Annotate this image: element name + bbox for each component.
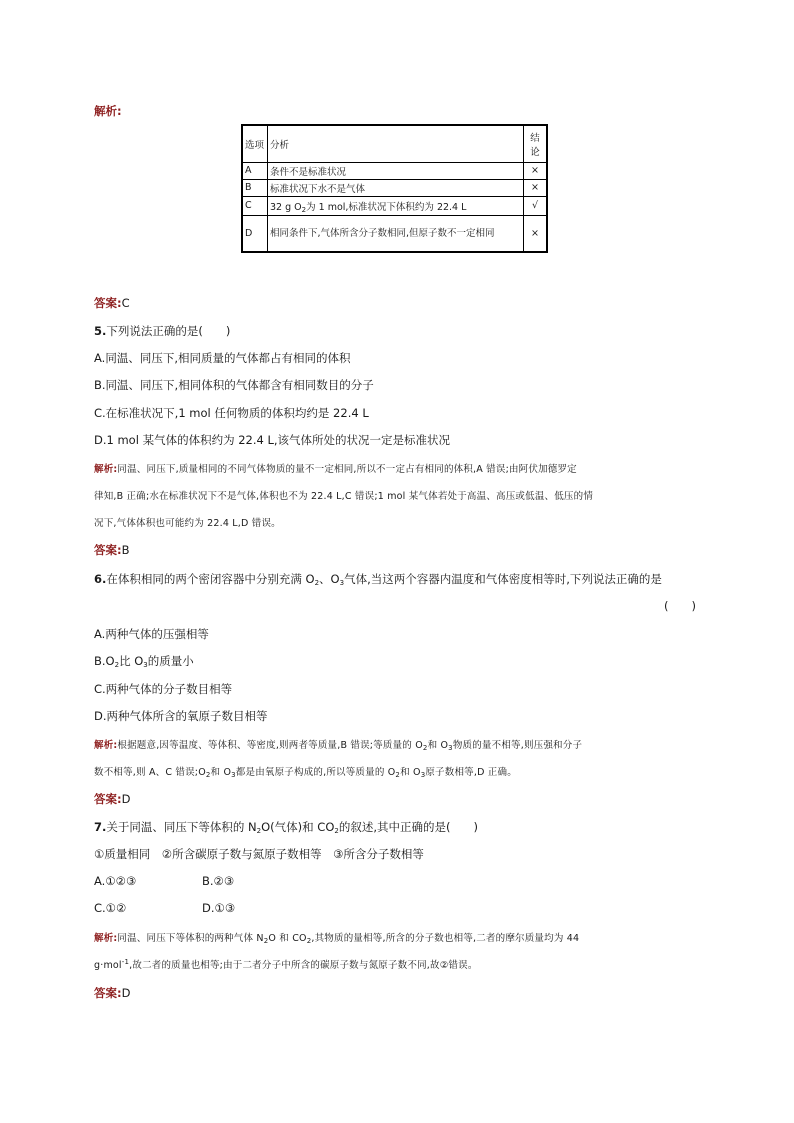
question-7-option-c: C.①② <box>94 901 127 915</box>
question-6-option-c: C.两种气体的分子数目相等 <box>94 682 233 696</box>
answer-line <box>94 295 130 311</box>
question-6-explanation-line: 数不相等,则 A、C 错误$;O_2$和 $O_3$都是由氧原子构成的,所以等质量的 $O_2$和 $O_3$原子数相等,D 正确。 <box>94 767 517 779</box>
header-result: 结论 <box>524 125 548 162</box>
question-7-options-row <box>94 874 235 888</box>
row-analysis: 相同条件下,气体所含分子数相同,但原子数不一定相同 <box>268 215 524 252</box>
answer-line <box>94 542 130 558</box>
table-row <box>242 179 547 196</box>
question-6-option-a: A.两种气体的压强相等 <box>94 627 209 641</box>
question-5-option-d: D.1 mol 某气体的体积约为 22.4 L,该气体所处的状况一定是标准状况 <box>94 433 451 447</box>
table-row <box>242 196 547 215</box>
analysis-table <box>241 124 548 253</box>
question-5-option-c: C.在标准状况下,1 mol 任何物质的体积均约是 22.4 L <box>94 406 369 420</box>
question-5-option-b: B.同温、同压下,相同体积的气体都含有相同数目的分子 <box>94 378 374 392</box>
row-analysis: 条件不是标准状况 <box>268 162 524 179</box>
question-6-explanation-line: 解析:根据题意,因等温度、等体积、等密度,则两者等质量,B 错误;等质量的 $O_2$和 $O_3$物质的量不相等,则压强和分子 <box>94 740 583 752</box>
table-row <box>242 162 547 179</box>
question-7-option-d: D.①③ <box>202 901 236 915</box>
answer-label: 答案: <box>94 792 122 806</box>
answer-label: 答案: <box>94 543 122 557</box>
question-7-stem: 7.关于同温、同压下等体积的 $N_2O$(气体)和 $CO_2$的叙述,其中正确的是( ) <box>94 820 478 835</box>
row-analysis: 32 g $O_2$为 1 mol,标准状况下体积约为 22.4 L <box>268 196 524 215</box>
row-result: × <box>524 215 548 252</box>
header-option: 选项 <box>242 125 268 162</box>
row-analysis: 标准状况下水不是气体 <box>268 179 524 196</box>
answer-line <box>94 985 130 1001</box>
row-option: B <box>242 179 268 196</box>
question-7-options-row <box>94 901 236 915</box>
question-6-answer-parens: ( ) <box>664 599 696 613</box>
answer-value: D <box>121 986 131 1000</box>
answer-value: C <box>121 296 130 310</box>
explanation-label: 解析: <box>94 104 122 118</box>
row-option: C <box>242 196 268 215</box>
question-7-option-b: B.②③ <box>202 874 235 888</box>
header-analysis: 分析 <box>268 125 524 162</box>
question-7-statements: ①质量相同 ②所含碳原子数与氮原子数相等 ③所含分子数相等 <box>94 847 424 861</box>
row-option: D <box>242 215 268 252</box>
question-5-stem: 5.下列说法正确的是( ) <box>94 324 231 338</box>
answer-value: B <box>121 543 130 557</box>
question-7-explanation-line: 解析:同温、同压下等体积的两种气体 $N_2O$ 和 $CO_2$,其物质的量相等,所含的分子数也相等,二者的摩尔质量均为 44 <box>94 933 580 945</box>
question-6-stem: 6.在体积相同的两个密闭容器中分别充满 $O_2$、$O_3$气体,当这两个容器内温度和气体密度相等时,下列说法正确的是 <box>94 572 662 587</box>
question-5-option-a: A.同温、同压下,相同质量的气体都占有相同的体积 <box>94 351 351 365</box>
question-6-option-d: D.两种气体所含的氧原子数目相等 <box>94 709 268 723</box>
table-header-row <box>242 125 547 162</box>
row-result: × <box>524 179 548 196</box>
question-6-option-b: $B.O_2$比 $O_3$的质量小 <box>94 654 194 669</box>
question-5-explanation-line: 律知,B 正确;水在标准状况下不是气体,体积也不为 22.4 L,C 错误;1 mol 某气体若处于高温、高压或低温、低压的情 <box>94 491 594 502</box>
question-5-explanation-line: 况下,气体体积也可能约为 22.4 L,D 错误。 <box>94 518 281 529</box>
row-option: A <box>242 162 268 179</box>
answer-label: 答案: <box>94 296 122 310</box>
answer-label: 答案: <box>94 986 122 1000</box>
question-5-explanation-line: 解析:同温、同压下,质量相同的不同气体物质的量不一定相同,所以不一定占有相同的体积,A 错误;由阿伏加德罗定 <box>94 464 577 475</box>
row-result: × <box>524 162 548 179</box>
table-row <box>242 215 547 252</box>
question-7-explanation-line: g·mol$^{-1}$,故二者的质量也相等;由于二者分子中所含的碳原子数与氮原子数不同,故②错误。 <box>94 958 478 971</box>
answer-line <box>94 791 130 807</box>
answer-value: D <box>121 792 131 806</box>
question-7-option-a: A.①②③ <box>94 874 137 888</box>
row-result: √ <box>524 196 548 215</box>
